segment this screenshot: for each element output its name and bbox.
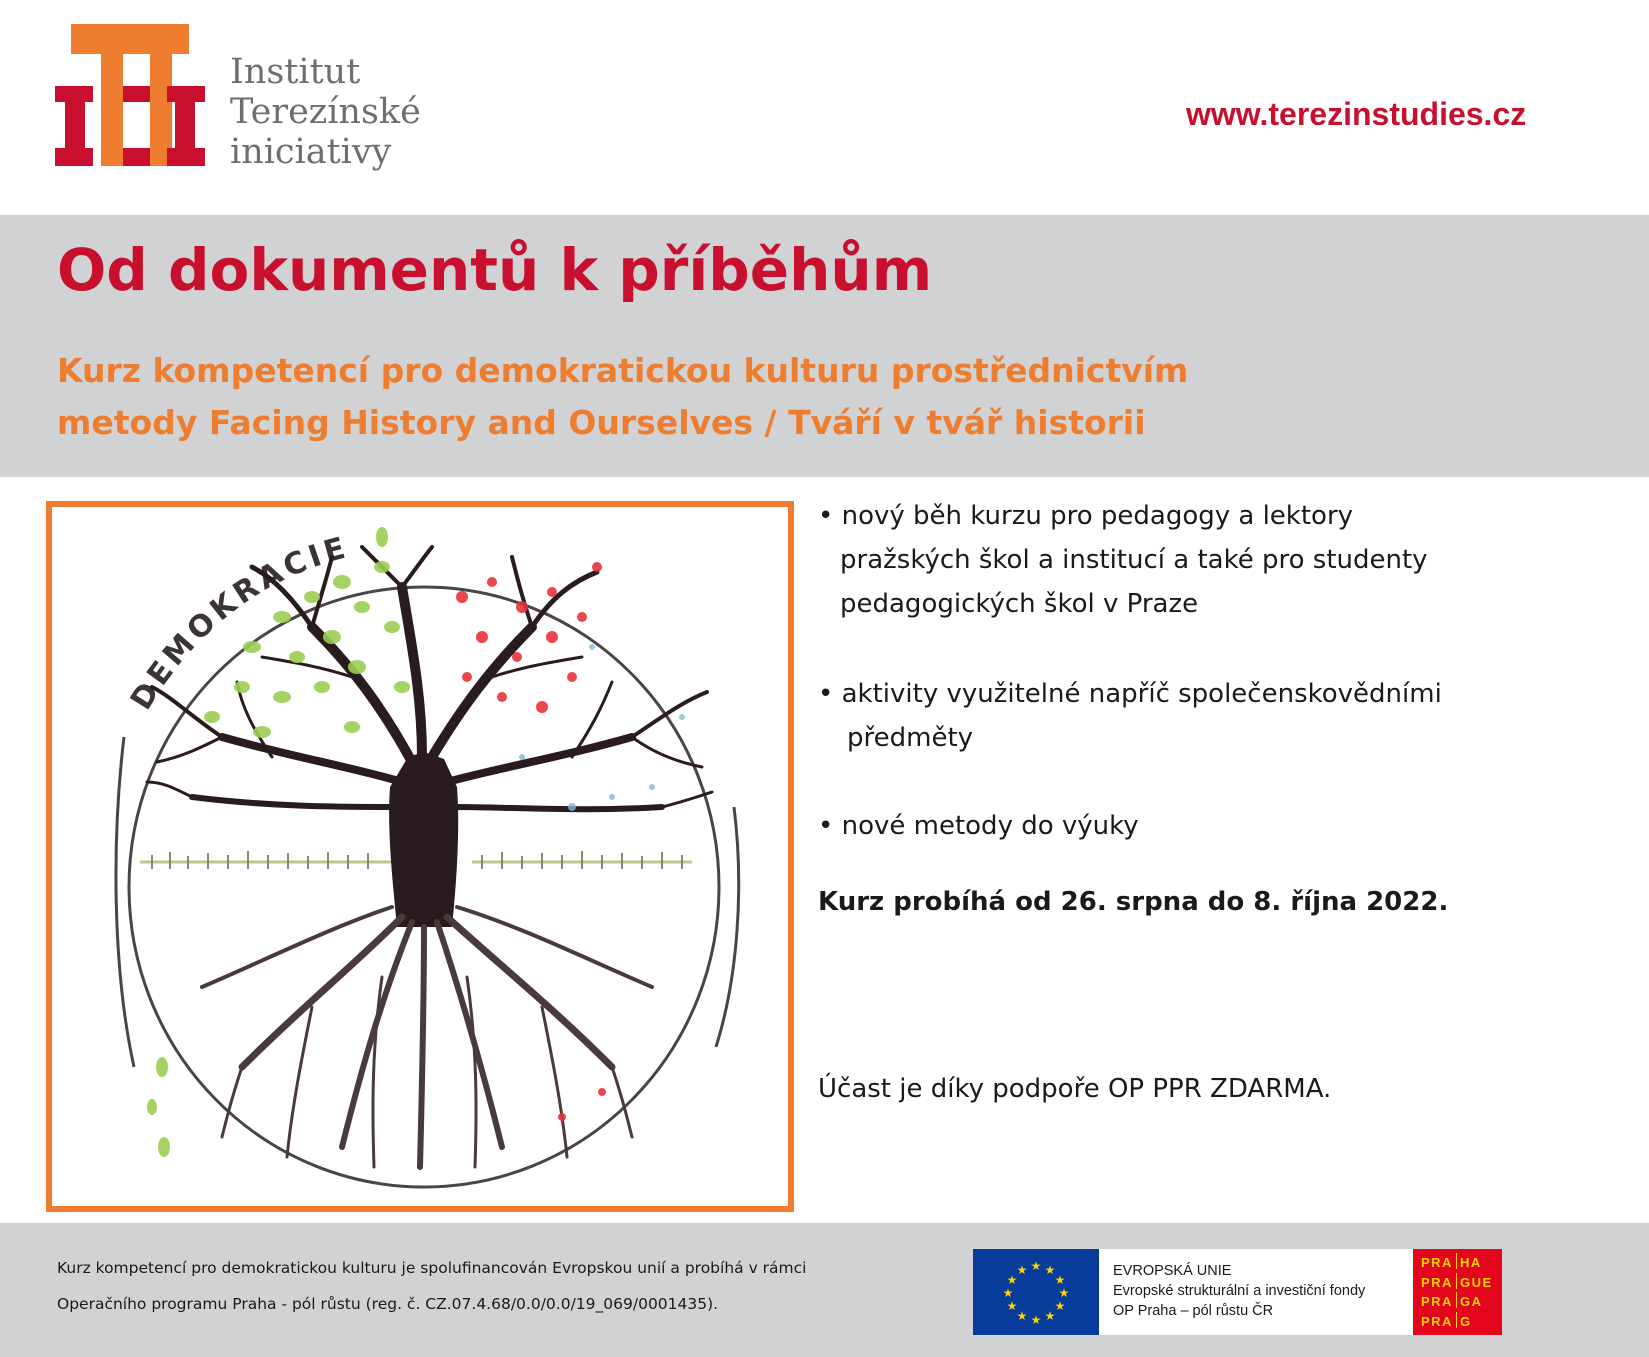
eu-line-2: Evropské strukturální a investiční fondy [1113, 1283, 1366, 1299]
svg-text:★: ★ [1002, 1286, 1014, 1300]
bullet-line: • nové metody do výuky [818, 811, 1139, 841]
eu-line-1: EVROPSKÁ UNIE [1113, 1263, 1232, 1279]
free-participation-note: Účast je díky podpoře OP PPR ZDARMA. [818, 1074, 1332, 1104]
institute-name [230, 52, 421, 172]
website-link[interactable]: www.terezinstudies.cz [1186, 96, 1527, 132]
course-dates: Kurz probíhá od 26. srpna do 8. října 2022. [818, 887, 1449, 917]
praha-row [1421, 1273, 1502, 1293]
institute-name-line-3: iniciativy [230, 132, 392, 172]
praha-word-part: PRA [1421, 1313, 1453, 1329]
eu-funding-logo [973, 1249, 1502, 1335]
praha-word-part: GA [1459, 1294, 1483, 1309]
svg-text:★: ★ [1054, 1273, 1066, 1287]
bullet-item [818, 494, 1428, 626]
bullet-item [818, 804, 1139, 848]
eu-flag-icon [973, 1249, 1099, 1335]
praha-row [1421, 1253, 1502, 1273]
subtitle-line-1: Kurz kompetencí pro demokratickou kulturu prostřednictvím [57, 351, 1189, 390]
institute-name-line-2: Terezínské [230, 92, 421, 132]
institute-name-line-1: Institut [230, 52, 361, 92]
praha-row [1421, 1292, 1502, 1312]
svg-text:★: ★ [1030, 1313, 1042, 1327]
svg-text:★: ★ [1044, 1309, 1056, 1323]
tree-illustration-frame [46, 501, 794, 1212]
bullet-item [818, 672, 1442, 760]
praha-word-part: PRA [1421, 1255, 1453, 1270]
subtitle-line-2: metody Facing History and Ourselves / Tváří v tvář historii [57, 403, 1146, 442]
bullet-line: předměty [847, 723, 974, 753]
praha-row [1421, 1312, 1502, 1332]
page-title: Od dokumentů k příběhům [57, 236, 933, 304]
bullet-line: • aktivity využitelné napříč společenskovědními [818, 679, 1442, 709]
svg-text:★: ★ [1006, 1299, 1018, 1313]
funding-line-2: Operačního programu Praha - pól růstu (reg. č. CZ.07.4.68/0.0/0.0/19_069/0001435). [57, 1295, 719, 1313]
praha-word-part: PRA [1421, 1274, 1453, 1290]
praha-word-part: HA [1459, 1255, 1482, 1270]
bullet-line: pražských škol a institucí a také pro studenty [840, 545, 1428, 575]
svg-text:★: ★ [1030, 1259, 1042, 1273]
eu-line-3: OP Praha – pól růstu ČR [1113, 1303, 1274, 1319]
praha-word-part: PRA [1421, 1294, 1453, 1309]
header [0, 0, 1649, 215]
svg-text:★: ★ [1058, 1286, 1070, 1300]
praha-word-part: GUE [1459, 1274, 1493, 1290]
svg-text:★: ★ [1054, 1299, 1066, 1313]
praha-word-part: G [1459, 1313, 1472, 1329]
tree-label: DEMOKRACIE [123, 529, 353, 717]
institute-logo-icon [55, 24, 205, 166]
funding-note [57, 1250, 806, 1322]
bullet-line: • nový běh kurzu pro pedagogy a lektory [818, 501, 1354, 531]
page-subtitle [57, 345, 1188, 449]
funding-line-1: Kurz kompetencí pro demokratickou kulturu je spolufinancován Evropskou unií a probíhá v rámci [57, 1259, 807, 1277]
bullet-line: pedagogických škol v Praze [840, 589, 1199, 619]
svg-text:★: ★ [1016, 1263, 1028, 1277]
eu-text [1113, 1261, 1365, 1321]
praha-logo [1413, 1249, 1502, 1335]
svg-text:★: ★ [1006, 1273, 1018, 1287]
svg-text:★: ★ [1016, 1309, 1028, 1323]
svg-text:★: ★ [1044, 1263, 1056, 1277]
democracy-tree-illustration [52, 507, 788, 1206]
